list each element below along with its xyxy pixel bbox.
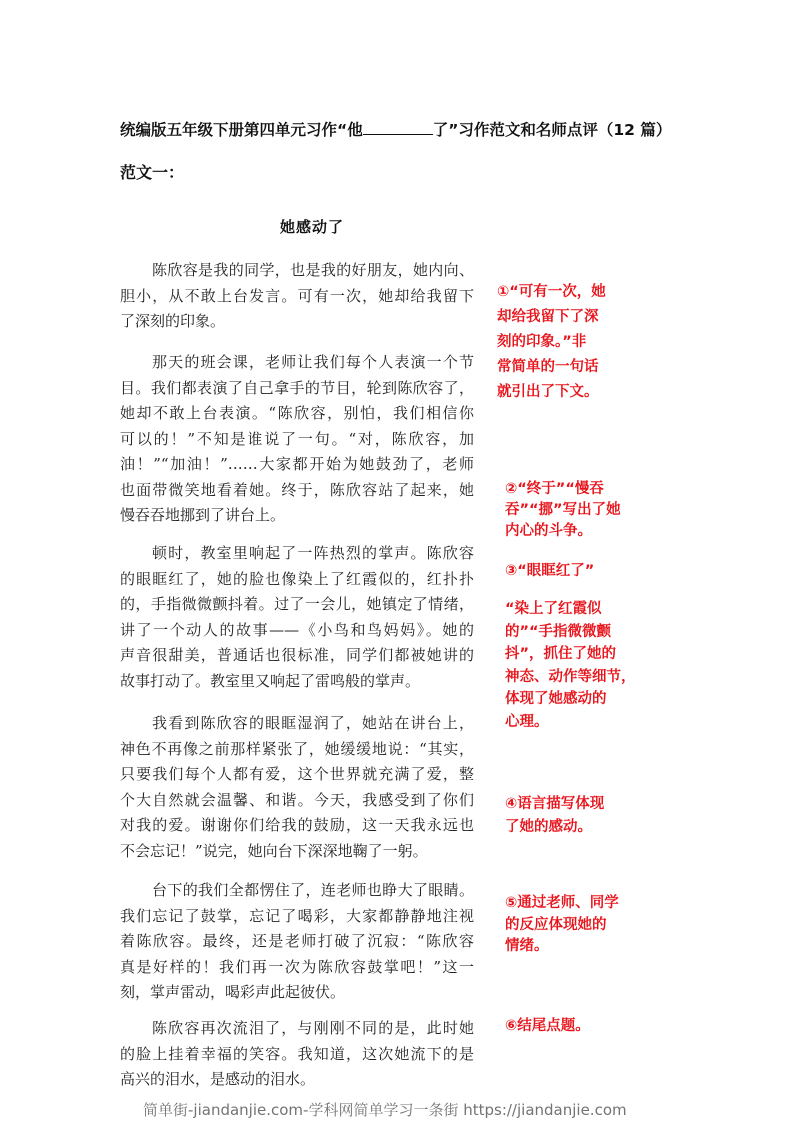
essay-paragraph	[120, 878, 474, 1006]
paragraph-line: 顿时，教室里响起了一阵热烈的掌声。陈欣容	[152, 544, 474, 562]
essay-paragraph	[120, 1016, 474, 1093]
paragraph-line: 刻，掌声雷动，喝彩声此起彼伏。	[120, 983, 346, 1001]
document-title	[120, 118, 671, 140]
paragraph-line: 高兴的泪水，是感动的泪水。	[120, 1070, 316, 1088]
paragraph-line: 的，手指微微颤抖着。过了一会儿，她镇定了情绪，	[120, 595, 474, 613]
title-part-1: 统编版五年级下册第四单元习作“他	[120, 121, 363, 139]
paragraph-line: 目。我们都表演了自己拿手的节目，轮到陈欣容了，	[120, 378, 474, 397]
watermark: 简单街-jiandanjie.com-学科网简单学习一条街 https://jiandanjie.com	[143, 1101, 627, 1119]
paragraph-line: 我看到陈欣容的眼眶湿润了，她站在讲台上，	[152, 714, 474, 732]
comment-line: “染上了红霞似	[505, 601, 602, 617]
comment-line: 心理。	[505, 713, 549, 730]
paragraph-line: 个大自然就会温馨、和谐。今天，我感受到了你们	[120, 790, 474, 809]
paragraph-line: 可以的！”不知是谁说了一句。“对，陈欣容，加	[120, 429, 474, 448]
paragraph-line: 油！”“加油！”……大家都开始为她鼓劲了，老师	[120, 455, 474, 473]
comment-line: ⑥结尾点题。	[505, 1018, 590, 1034]
paragraph-line: 了深刻的印象。	[120, 312, 226, 330]
essay-paragraph	[120, 711, 474, 864]
comment-line: 却给我留下了深	[497, 309, 599, 325]
comment-line: 刻的印象。”非	[497, 334, 587, 350]
paragraph-line: 对我的爱。谢谢你们给我的鼓励，这一天我永远也	[120, 816, 474, 834]
title-blank	[363, 120, 433, 135]
paragraph-line: 只要我们每个人都有爱，这个世界就充满了爱，整	[120, 765, 474, 783]
essay-paragraph	[120, 350, 474, 529]
essay-paragraph	[120, 258, 474, 335]
comment-line: 常简单的一句话	[497, 359, 599, 375]
comment-line: 内心的斗争。	[505, 523, 592, 539]
comment-line: 吞”“挪”写出了她	[505, 502, 621, 518]
paragraph-line: 神色不再像之前那样紧张了，她缓缓地说：“其实，	[120, 739, 474, 758]
paragraph-line: 讲了一个动人的故事——《小鸟和鸟妈妈》。她的	[120, 620, 474, 639]
paragraph-line: 不会忘记！”说完，她向台下深深地鞠了一躬。	[120, 841, 428, 860]
paragraph-line: 也面带微笑地看着她。终于，陈欣容站了起来，她	[120, 480, 474, 499]
comment-line: 情绪。	[505, 938, 549, 954]
paragraph-line: 那天的班会课，老师让我们每个人表演一个节	[152, 353, 474, 371]
paragraph-line: 故事打动了。教室里又响起了雷鸣般的掌声。	[120, 671, 421, 690]
essay-title: 她感动了	[280, 218, 345, 236]
paragraph-line: 的眼眶红了，她的脸也像染上了红霞似的，红扑扑	[120, 569, 474, 588]
comment-line: 抖”，抓住了她的	[505, 646, 617, 663]
paragraph-line: 台下的我们全都愣住了，连老师也睁大了眼睛。	[152, 881, 474, 899]
paragraph-line: 的脸上挂着幸福的笑容。我知道，这次她流下的是	[120, 1044, 474, 1063]
paragraph-line: 着陈欣容。最终，还是老师打破了沉寂：“陈欣容	[120, 932, 474, 950]
paragraph-line: 慢吞吞地挪到了讲台上。	[120, 506, 286, 524]
comment-line: ①“可有一次，她	[497, 284, 606, 300]
teacher-comment	[505, 560, 594, 582]
comment-line: 就引出了下文。	[497, 384, 599, 400]
comment-line: ④语言描写体现	[505, 796, 605, 812]
comment-line: 神态、动作等细节，	[505, 668, 636, 685]
comment-line: ③“眼眶红了”	[505, 563, 595, 579]
paragraph-line: 声音很甜美，普通话也很标准，同学们都被她讲的	[120, 646, 474, 664]
paragraph-line: 胆小，从不敢上台发言。可有一次，她却给我留下	[120, 286, 474, 305]
comment-line: 体现了她感动的	[505, 691, 607, 708]
comment-line: ⑤通过老师、同学	[505, 895, 619, 911]
comment-line: 的反应体现她的	[505, 916, 607, 933]
teacher-comment	[497, 280, 606, 405]
teacher-comment	[505, 598, 636, 734]
teacher-comment	[505, 893, 619, 958]
essay-paragraph	[120, 541, 474, 694]
comment-line: 了她的感动。	[505, 819, 592, 835]
paragraph-line: 陈欣容是我的同学，也是我的好朋友，她内向、	[152, 261, 474, 279]
teacher-comment	[505, 793, 604, 839]
paragraph-line: 真是好样的！我们再一次为陈欣容鼓掌吧！”这一	[120, 957, 474, 976]
paragraph-line: 我们忘记了鼓掌，忘记了喝彩，大家都静静地注视	[120, 906, 474, 925]
sample-label: 范文一：	[120, 163, 185, 182]
teacher-comment	[505, 1015, 590, 1037]
paragraph-line: 陈欣容再次流泪了，与刚刚不同的是，此时她	[152, 1019, 474, 1037]
comment-line: 的”“手指微微颤	[505, 623, 612, 640]
teacher-comment	[505, 479, 621, 542]
title-part-2: 了”习作范文和名师点评（12 篇）	[432, 121, 672, 139]
comment-line: ②“终于”“慢吞	[505, 481, 604, 497]
paragraph-line: 她却不敢上台表演。“陈欣容，别怕，我们相信你	[120, 404, 474, 422]
